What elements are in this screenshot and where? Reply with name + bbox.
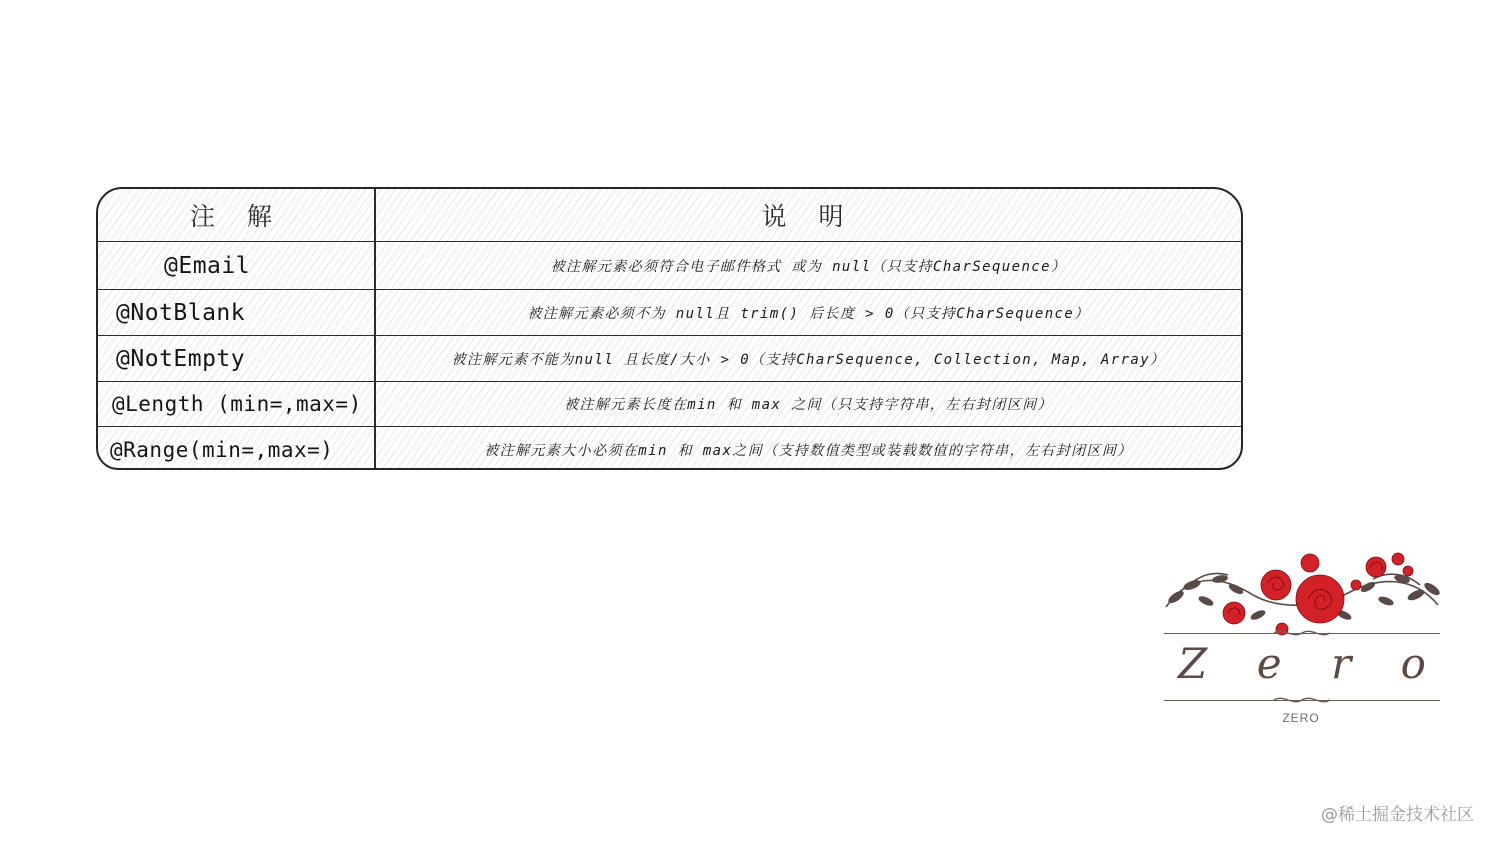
annotation-length: @Length (min=,max=)	[112, 392, 362, 416]
annotation-range: @Range(min=,max=)	[110, 437, 334, 462]
description-length: 被注解元素长度在min 和 max 之间（只支持字符串，左右封闭区间）	[564, 397, 1053, 413]
description-email: 被注解元素必须符合电子邮件格式 或为 null（只支持CharSequence）	[550, 258, 1067, 275]
description-notempty: 被注解元素不能为null 且长度/大小 > 0（支持CharSequence, Collection, Map, Array）	[451, 351, 1166, 368]
header-description: 说 明	[761, 202, 856, 231]
rose-garland-icon	[1158, 545, 1444, 637]
annotation-notblank: @NotBlank	[116, 299, 246, 326]
table-row	[98, 382, 1241, 426]
table-row	[98, 242, 1241, 289]
logo-bottom-rule	[1164, 700, 1440, 701]
annotation-notempty: @NotEmpty	[116, 345, 246, 372]
zero-logo	[1158, 545, 1444, 730]
annotation-table	[96, 187, 1243, 470]
logo-letter: Z	[1178, 639, 1208, 688]
column-divider	[374, 189, 376, 468]
watermark: @稀土掘金技术社区	[1321, 805, 1474, 825]
description-notblank: 被注解元素必须不为 null且 trim() 后长度 > 0（只支持CharSequence）	[527, 305, 1090, 322]
table-row	[98, 290, 1241, 335]
flourish-icon	[1272, 627, 1332, 639]
description-range: 被注解元素大小必须在min 和 max之间（支持数值类型或装载数值的字符串，左右封闭区间）	[484, 442, 1133, 459]
table-row	[98, 336, 1241, 381]
logo-letter: o	[1400, 639, 1426, 688]
annotation-email: @Email	[164, 252, 251, 279]
table-header-row	[98, 189, 1241, 241]
table-row	[98, 427, 1241, 470]
logo-letter: r	[1331, 639, 1352, 688]
logo-letter: e	[1256, 639, 1282, 688]
header-annotation: 注 解	[190, 202, 284, 231]
logo-word	[1164, 639, 1440, 688]
logo-subtitle: ZERO	[1282, 711, 1320, 725]
